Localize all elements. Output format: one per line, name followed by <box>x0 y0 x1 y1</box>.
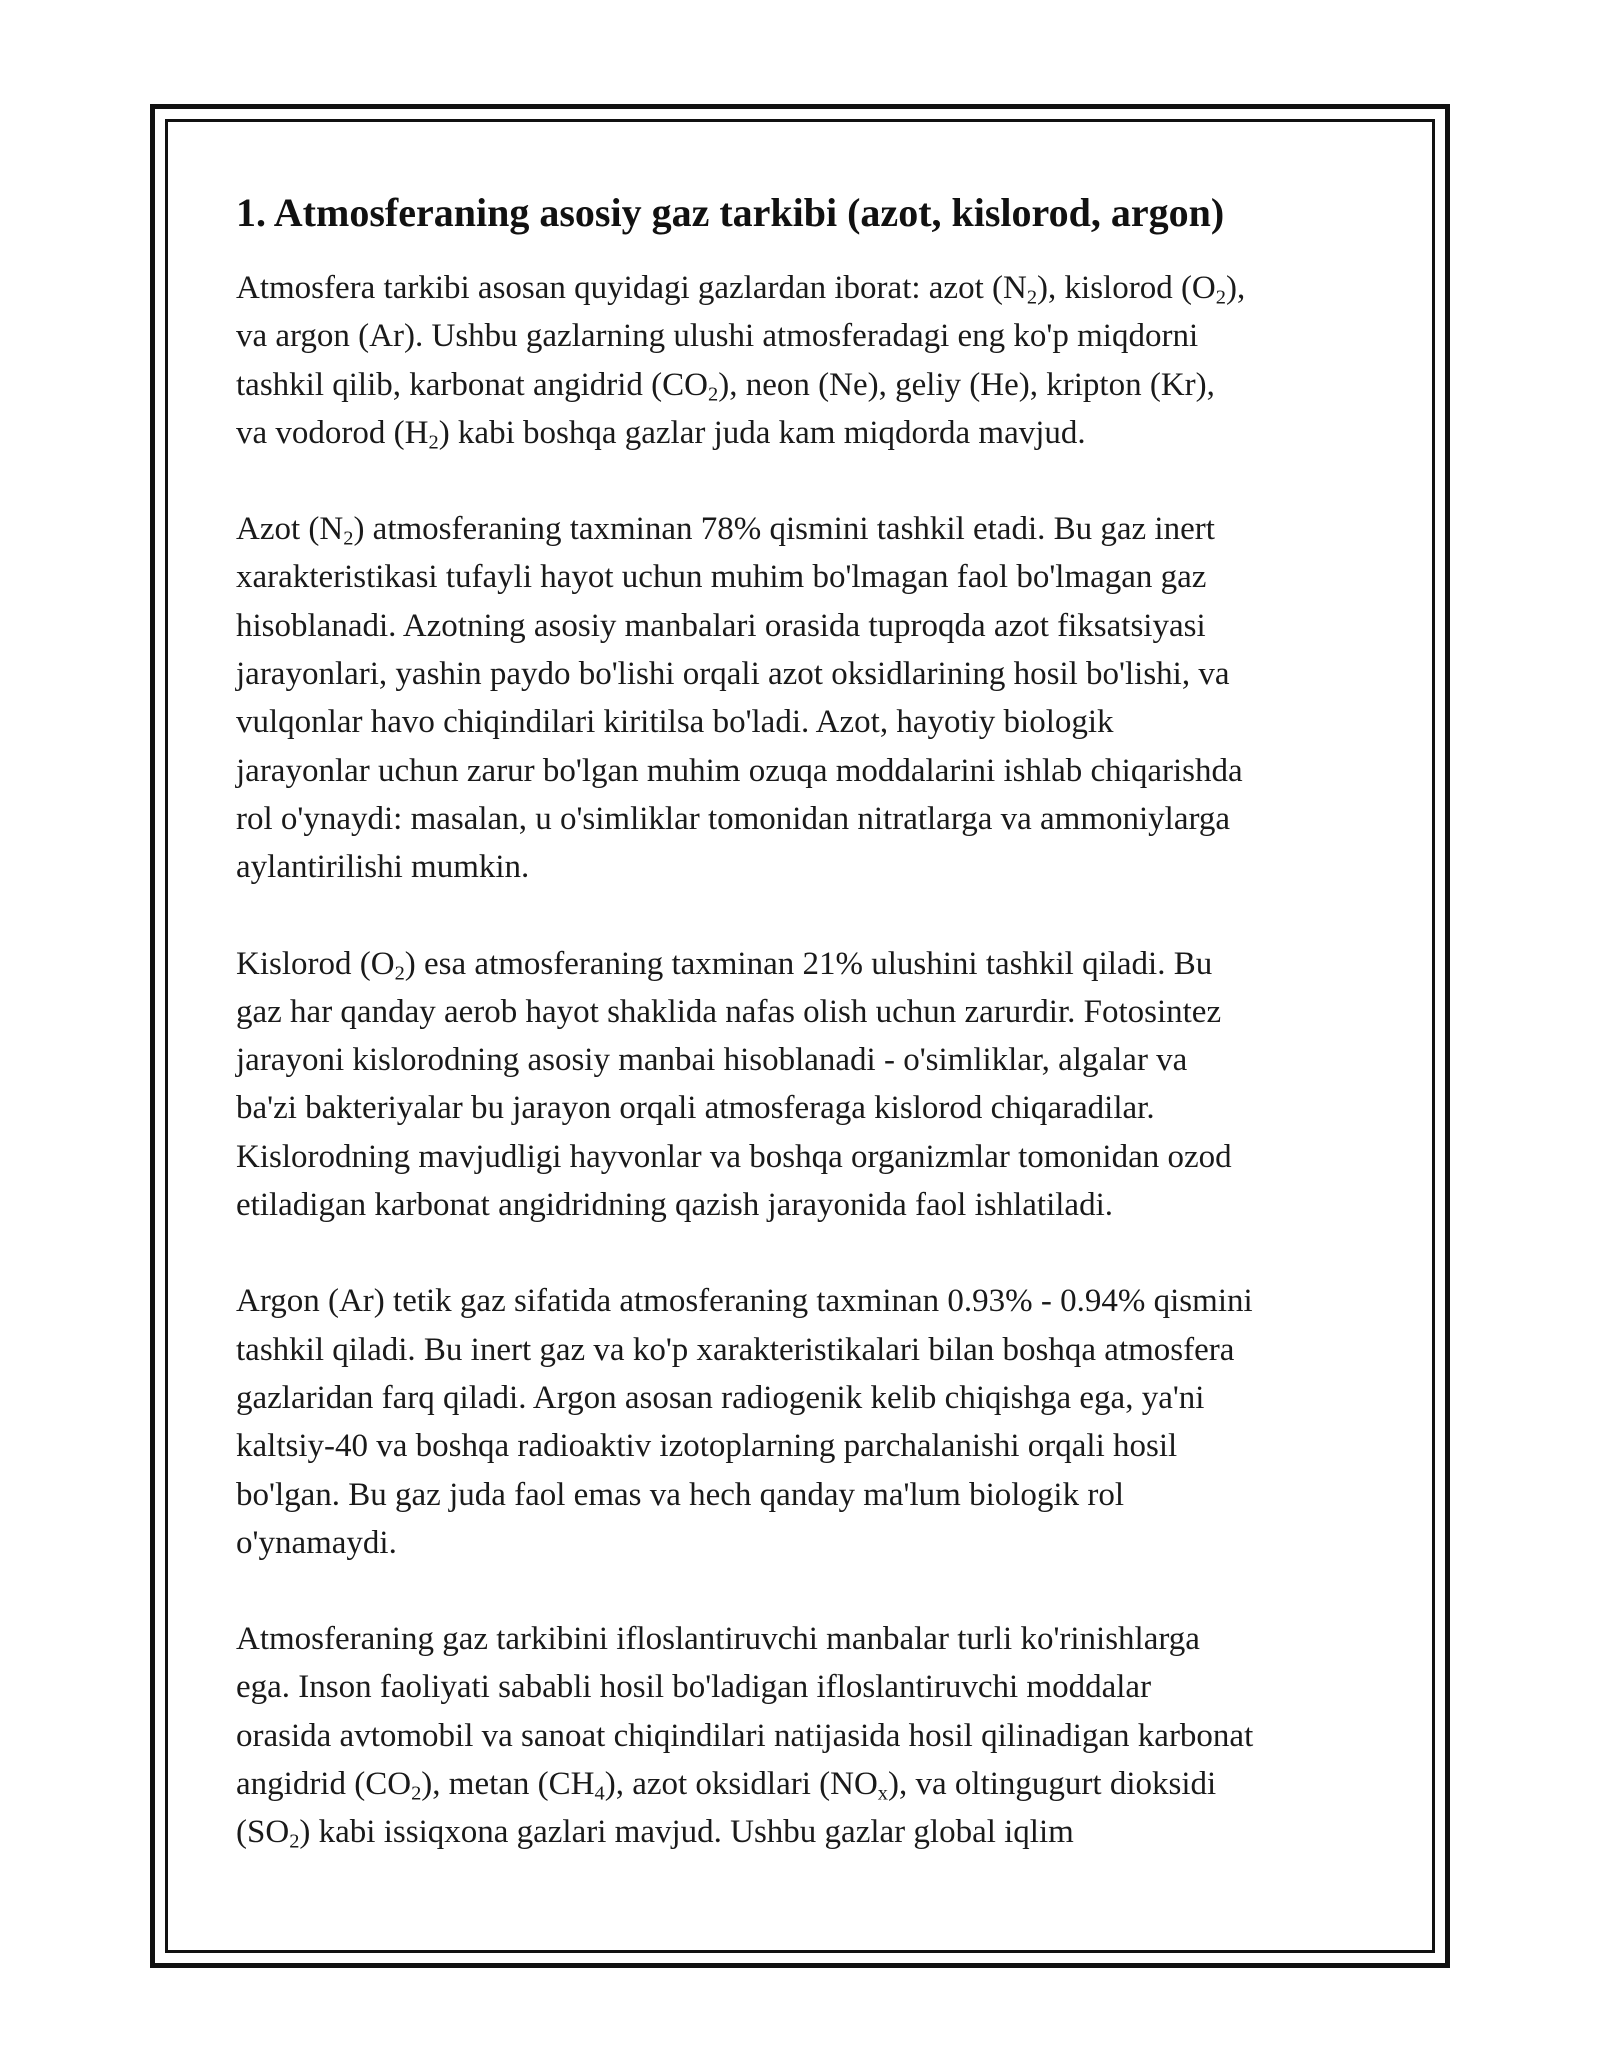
text-line: etiladigan karbonat angidridning qazish jarayonida faol ishlatiladi. <box>236 1187 1113 1224</box>
chemical-subscript: 4 <box>594 1782 605 1805</box>
chemical-subscript: 2 <box>411 1782 422 1805</box>
text-line: Argon (Ar) tetik gaz sifatida atmosferaning taxminan 0.93% - 0.94% qismini <box>236 1283 1253 1320</box>
chemical-subscript: 2 <box>289 1831 300 1854</box>
text-line: jarayoni kislorodning asosiy manbai hisoblanadi - o'simliklar, algalar va <box>236 1042 1188 1079</box>
text-line: hisoblanadi. Azotning asosiy manbalari orasida tuproqda azot fiksatsiyasi <box>236 607 1206 644</box>
chemical-subscript: 2 <box>1215 286 1226 309</box>
text-line: orasida avtomobil va sanoat chiqindilari natijasida hosil qilinadigan karbonat <box>236 1717 1254 1754</box>
text-line: tashkil qilib, karbonat angidrid $(CO_2)$, neon (Ne), geliy (He), kripton (Kr), <box>236 366 1215 406</box>
chemical-subscript: 2 <box>428 431 439 454</box>
text-line: Kislorodning mavjudligi hayvonlar va boshqa organizmlar tomonidan ozod <box>236 1138 1232 1175</box>
paragraph-list <box>236 264 1386 1857</box>
chemical-subscript: x <box>877 1782 889 1805</box>
chemical-subscript: 2 <box>1026 286 1038 309</box>
text-line: o'ynamaydi. <box>236 1524 397 1561</box>
paragraph <box>236 1615 1386 1856</box>
text-line: va vodorod $(H_2)$ kabi boshqa gazlar juda kam miqdorda mavjud. <box>236 414 1086 454</box>
document-body <box>236 188 1386 1905</box>
text-line: Azot $(N_2)$ atmosferaning taxminan 78% qismini tashkil etadi. Bu gaz inert <box>236 511 1215 550</box>
text-line: Atmosferaning gaz tarkibini ifloslantiruvchi manbalar turli ko'rinishlarga <box>236 1621 1200 1658</box>
section-heading: 1. Atmosferaning asosiy gaz tarkibi (azot, kislorod, argon) <box>236 190 1225 235</box>
chemical-subscript: 2 <box>708 383 719 406</box>
text-line: vulqonlar havo chiqindilari kiritilsa bo'ladi. Azot, hayotiy biologik <box>236 704 1114 741</box>
chemical-subscript: 2 <box>343 527 354 550</box>
text-line: rol o'ynaydi: masalan, u o'simliklar tomonidan nitratlarga va ammoniylarga <box>236 800 1231 837</box>
text-line: ega. Inson faoliyati sababli hosil bo'ladigan ifloslantiruvchi moddalar <box>236 1669 1152 1706</box>
text-line: $(SO_2)$ kabi issiqxona gazlari mavjud. Ushbu gazlar global iqlim <box>236 1814 1074 1854</box>
text-line: bo'lgan. Bu gaz juda faol emas va hech qanday ma'lum biologik rol <box>236 1476 1124 1513</box>
paragraph <box>236 505 1386 891</box>
text-line: xarakteristikasi tufayli hayot uchun muhim bo'lmagan faol bo'lmagan gaz <box>236 559 1207 596</box>
text-line: Kislorod $(O_2)$ esa atmosferaning taxminan 21% ulushini tashkil qiladi. Bu <box>236 945 1213 985</box>
text-line: angidrid $(CO_2)$, metan $(CH_4)$, azot oksidlari $(NO_x)$, va oltingugurt dioksidi <box>236 1766 1217 1805</box>
text-line: gazlaridan farq qiladi. Argon asosan radiogenik kelib chiqishga ega, ya'ni <box>236 1379 1205 1416</box>
text-line: tashkil qiladi. Bu inert gaz va ko'p xarakteristikalari bilan boshqa atmosfera <box>236 1331 1235 1368</box>
text-line: va argon (Ar). Ushbu gazlarning ulushi atmosferadagi eng ko'p miqdorni <box>236 318 1199 355</box>
text-line: jarayonlari, yashin paydo bo'lishi orqali azot oksidlarining hosil bo'lishi, va <box>236 656 1230 693</box>
text-line: Atmosfera tarkibi asosan quyidagi gazlardan iborat: azot $(N_2)$, kislorod $(O_2)$, <box>236 270 1246 309</box>
paragraph <box>236 264 1386 457</box>
text-line: aylantirilishi mumkin. <box>236 849 530 886</box>
text-line: kaltsiy-40 va boshqa radioaktiv izotoplarning parchalanishi orqali hosil <box>236 1428 1178 1465</box>
paragraph <box>236 940 1386 1230</box>
text-line: gaz har qanday aerob hayot shaklida nafas olish uchun zarurdir. Fotosintez <box>236 993 1222 1030</box>
chemical-subscript: 2 <box>394 962 405 985</box>
paragraph <box>236 1277 1386 1567</box>
text-line: jarayonlar uchun zarur bo'lgan muhim ozuqa moddalarini ishlab chiqarishda <box>236 752 1243 789</box>
text-line: ba'zi bakteriyalar bu jarayon orqali atmosferaga kislorod chiqaradilar. <box>236 1090 1155 1127</box>
